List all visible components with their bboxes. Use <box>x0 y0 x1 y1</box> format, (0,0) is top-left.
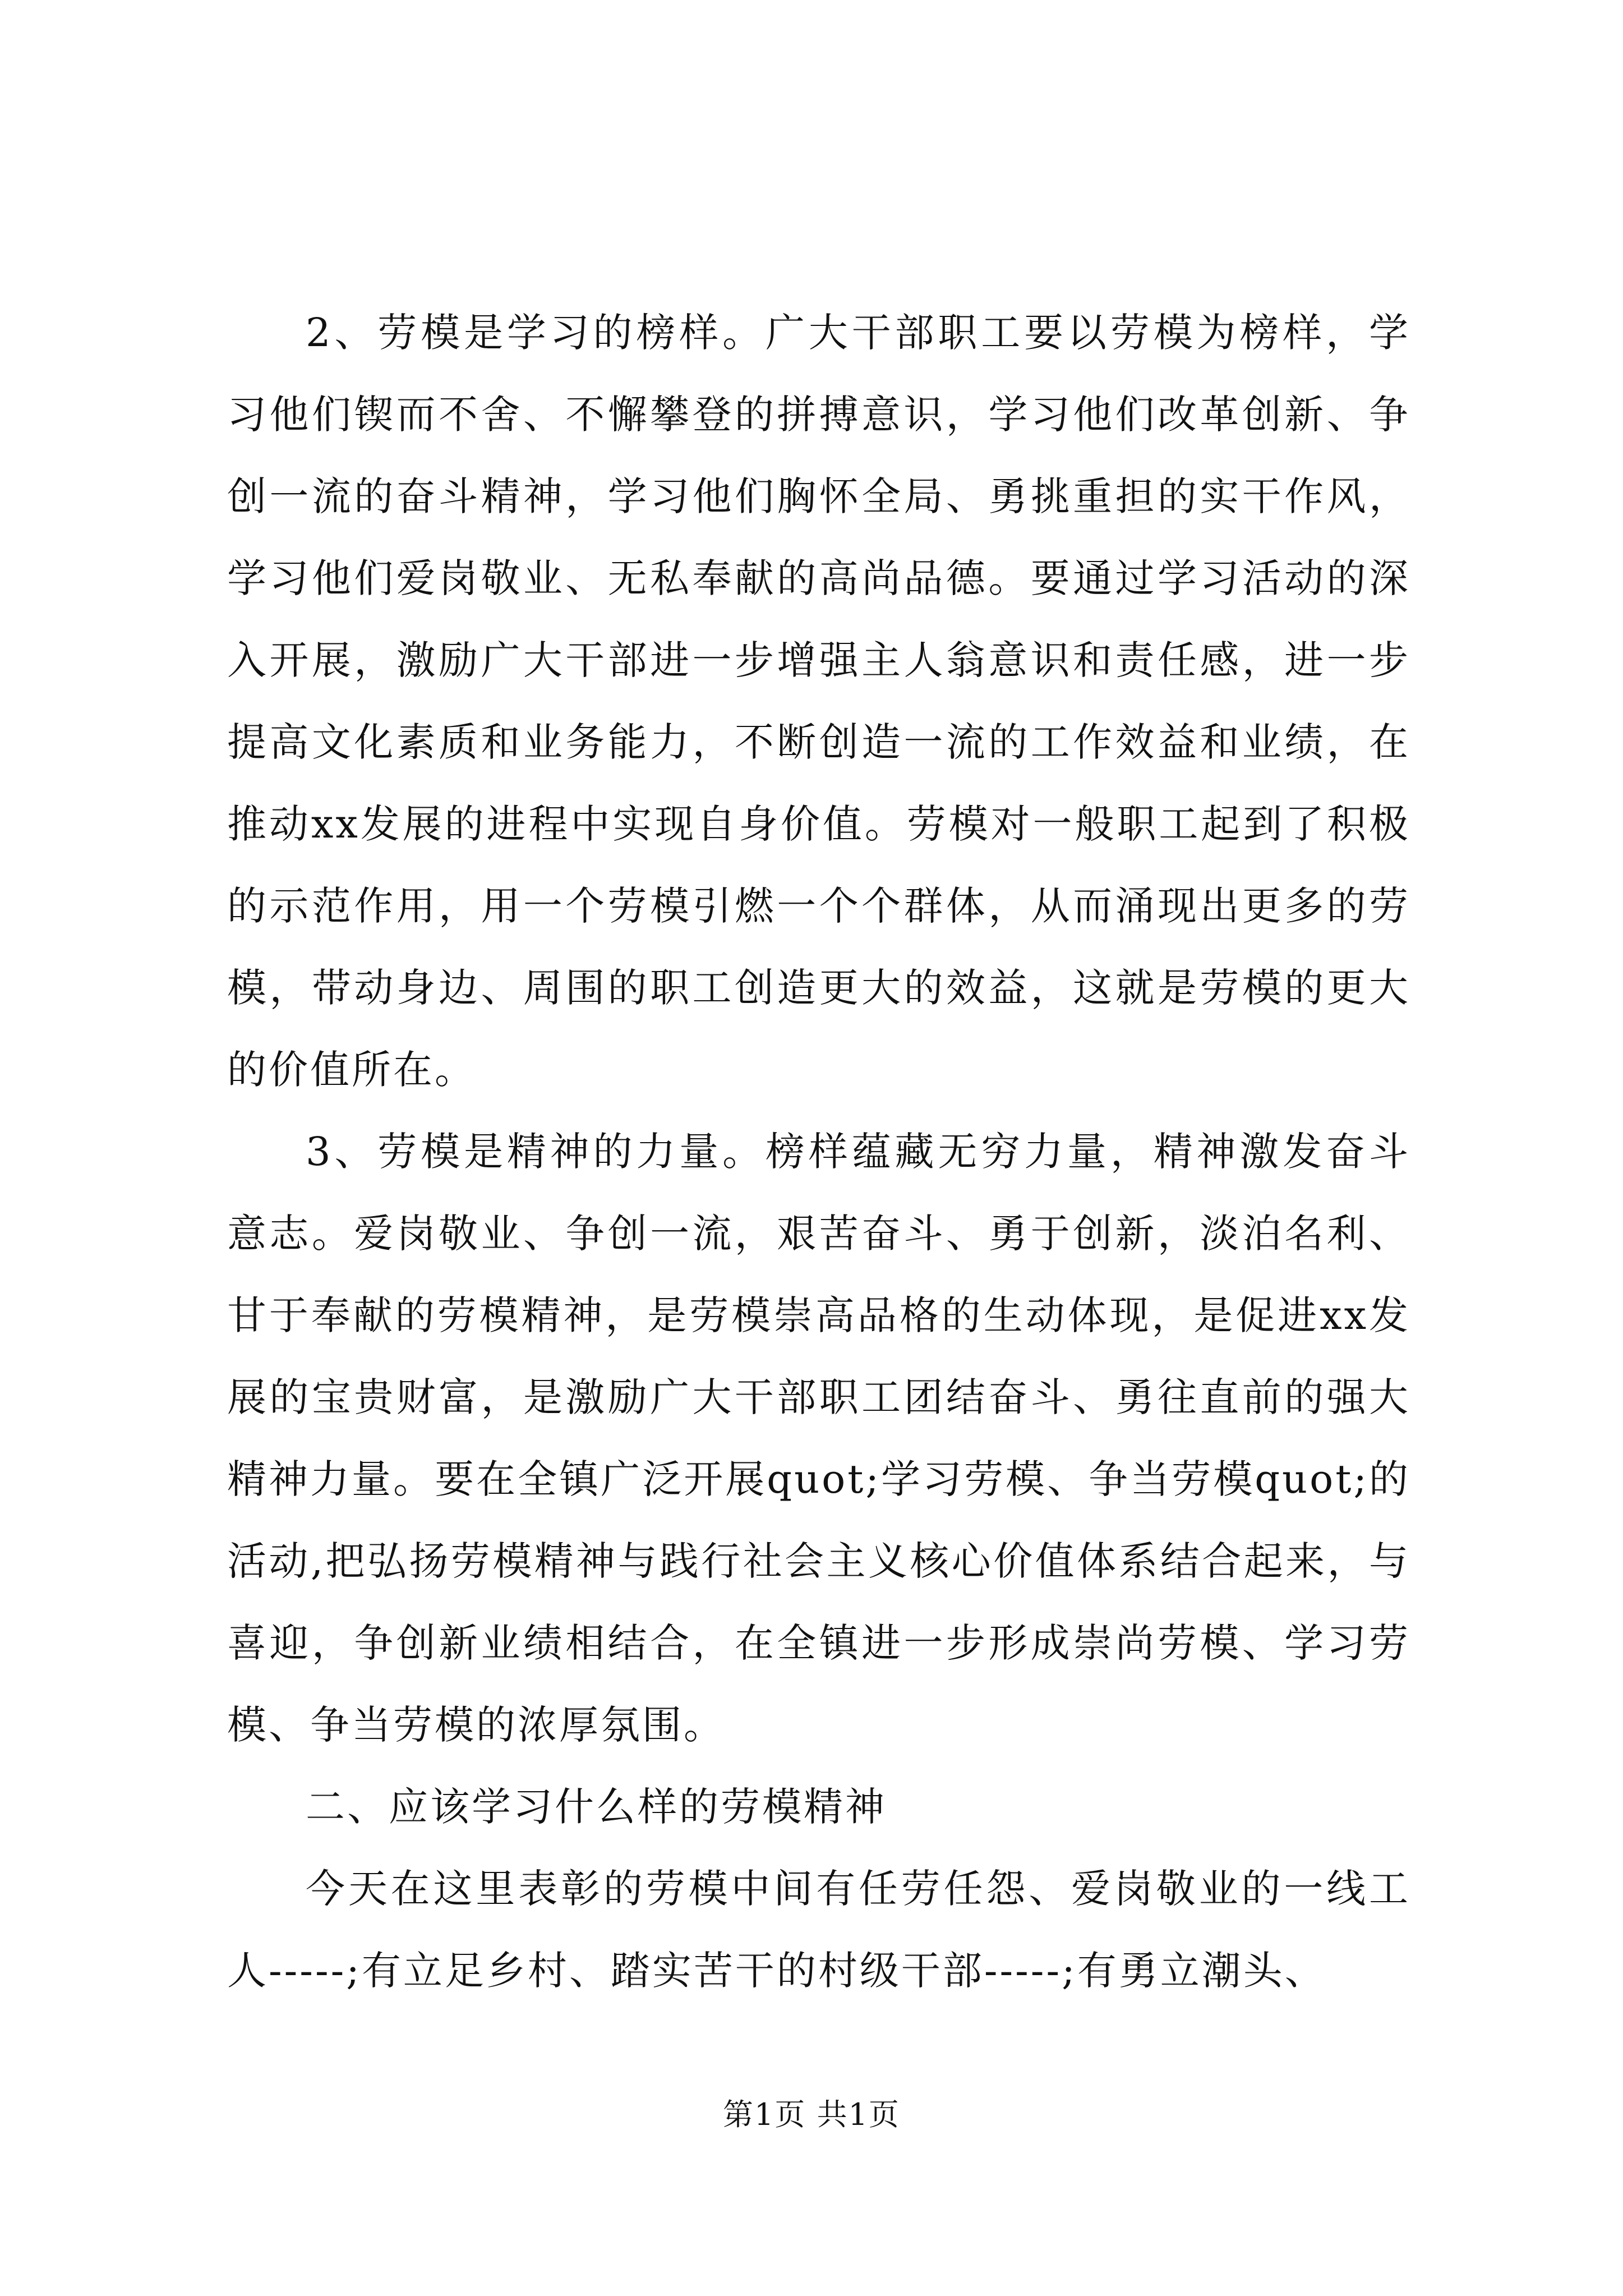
page-number-footer: 第1页 共1页 <box>723 2097 900 2132</box>
section-heading-what-spirit: 二、应该学习什么样的劳模精神 <box>306 1784 887 1830</box>
paragraph-role-model-learning: 2、劳模是学习的榜样。广大干部职工要以劳模为榜样，学习他们锲而不舍、不懈攀登的拼搏意识，学习他们改革创新、争创一流的奋斗精神，学习他们胸怀全局、勇挑重担的实干作风，学习他们爱岗敬业、无私奉献的高尚品德。要通过学习活动的深入开展，激励广大干部进一步增强主人翁意识和责任感，进一步提高文化素质和业务能力，不断创造一流的工作效益和业绩，在推动xx发展的进程中实现自身价值。劳模对一般职工起到了积极的示范作用，用一个劳模引燃一个个群体，从而涌现出更多的劳模，带动身边、周围的职工创造更大的效益，这就是劳模的更大的价值所在。 <box>227 310 1410 1093</box>
document-body <box>227 292 1410 2012</box>
paragraph-today-commendation: 今天在这里表彰的劳模中间有任劳任怨、爱岗敬业的一线工人-----;有立足乡村、踏实苦干的村级干部-----;有勇立潮头、 <box>227 1866 1410 1994</box>
paragraph-spiritual-power: 3、劳模是精神的力量。榜样蕴藏无穷力量，精神激发奋斗意志。爱岗敬业、争创一流，艰苦奋斗、勇于创新，淡泊名利、甘于奉献的劳模精神，是劳模崇高品格的生动体现，是促进xx发展的宝贵财富，是激励广大干部职工团结奋斗、勇往直前的强大精神力量。要在全镇广泛开展quot;学习劳模、争当劳模quot;的活动,把弘扬劳模精神与践行社会主义核心价值体系结合起来，与喜迎，争创新业绩相结合，在全镇进一步形成崇尚劳模、学习劳模、争当劳模的浓厚氛围。 <box>227 1129 1410 1748</box>
